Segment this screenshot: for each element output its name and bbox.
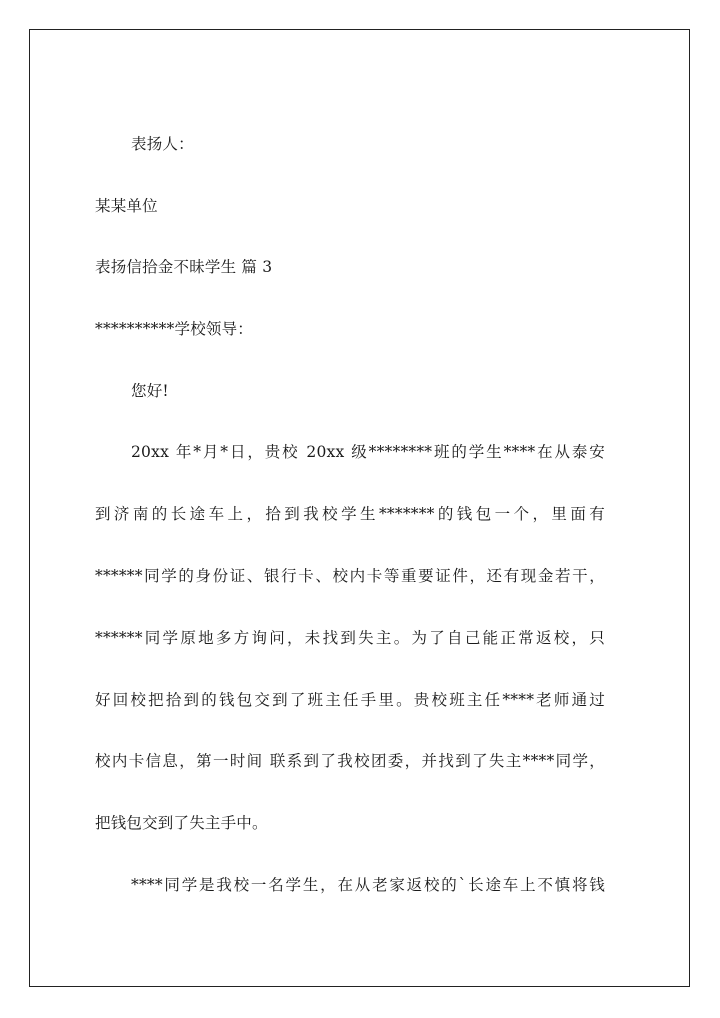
section-title: 表扬信拾金不昧学生 篇 3	[95, 258, 273, 276]
body-line-7: 把钱包交到了失主手中。	[95, 814, 268, 832]
organization-name: 某某单位	[95, 197, 158, 215]
praiser-label: 表扬人：	[131, 135, 194, 153]
body-line-3: ******同学的身份证、银行卡、校内卡等重要证件，还有现金若干，	[95, 567, 605, 585]
body-line-1: 20xx 年*月*日，贵校 20xx 级********班的学生****在从泰安	[131, 443, 605, 461]
body-line-5: 好回校把拾到的钱包交到了班主任手里。贵校班主任****老师通过	[95, 691, 605, 709]
body-line-2: 到济南的长途车上，拾到我校学生*******的钱包一个，里面有	[95, 505, 605, 523]
greeting: 您好!	[131, 382, 169, 400]
body-line-8: ****同学是我校一名学生，在从老家返校的`长途车上不慎将钱	[131, 876, 605, 894]
body-line-4: ******同学原地多方询问，未找到失主。为了自己能正常返校，只	[95, 629, 605, 647]
salutation: **********学校领导：	[95, 320, 254, 338]
body-line-6: 校内卡信息，第一时间 联系到了我校团委，并找到了失主****同学，	[95, 752, 605, 770]
